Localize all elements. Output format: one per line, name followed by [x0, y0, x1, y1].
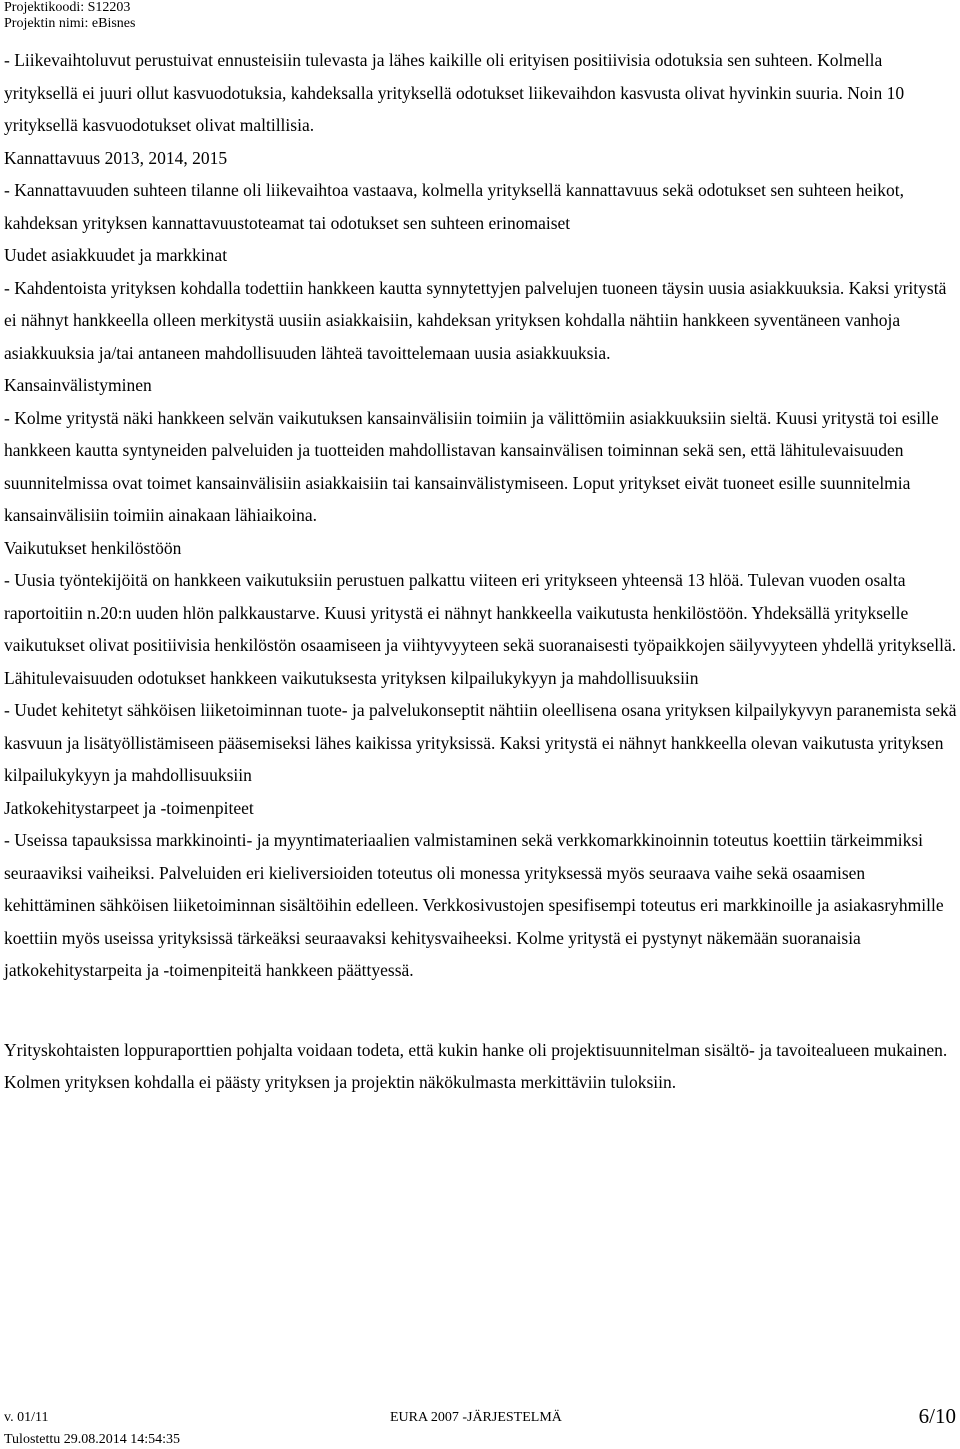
paragraph-revenue-expectations: - Liikevaihtoluvut perustuivat ennusteisiin tulevasta ja lähes kaikille oli erityisen positiivisia odotuksia sen suhteen. Kolmella yrityksellä ei juuri ollut kasvuodotuksia, kahdeksalla yrityksellä odotukset liikevaihdon kasvusta olivat hyvinkin suuria. Noin 10 yrityksellä kasvuodotukset olivat maltillisia. [4, 50, 905, 135]
page-footer [4, 1404, 958, 1449]
paragraph-internationalization: - Kolme yritystä näki hankkeen selvän vaikutuksen kansainvälisiin toimiin ja välittömiin asiakkuuksiin sieltä. Kuusi yritystä toi esille hankkeen kautta syntyneiden palveluiden ja tuotteiden mahdollistavan kansainvälisen toiminnan sekä sen, että lähitulevaisuuden suunnitelmissa ovat toimet kansainvälisiin asiakkaisiin tai kansainvälistymiseen. Loput yritykset eivät tuoneet esille suunnitelmia kansainvälisiin toimiin ainakaan lähiaikoina. [4, 407, 939, 525]
system-name: EURA 2007 -JÄRJESTELMÄ [390, 1410, 562, 1425]
paragraph-personnel-effects: - Uusia työntekijöitä on hankkeen vaikutuksiin perustuen palkattu viiteen eri yritykseen yhteensä 13 hlöä. Tulevan vuoden osalta raportoitiin n.20:n uuden hlön palkkaustarve. Kuusi yritystä ei nähnyt hankkeella vaikutusta henkilöstöön. Yhdeksällä yritykselle vaikutukset olivat positiivisia henkilöstön osaamiseen ja viihtyvyyteen sekä suoranaisesti työpaikkojen säilyvyyteen yhdellä yrityksellä. [4, 570, 957, 655]
page-header [4, 0, 135, 32]
paragraph-competitiveness: - Uudet kehitetyt sähköisen liiketoiminnan tuote- ja palvelukonseptit nähtiin oleellisena osana yrityksen kilpailykyvyn paranemista sekä kasvuun ja lisätyöllistämiseen pääsemiseksi lähes kaikissa yrityksissä. Kaksi yritystä ei nähnyt hankkeella olevan vaikutusta yrityksen kilpailukykyyn ja mahdollisuuksiin [4, 700, 957, 785]
heading-further-development: Jatkokehitystarpeet ja -toimenpiteet [4, 797, 254, 818]
print-timestamp: Tulostettu 29.08.2014 14:54:35 [4, 1432, 181, 1447]
heading-competitiveness: Lähitulevaisuuden odotukset hankkeen vaikutuksesta yrityksen kilpailukykyyn ja mahdollisuuksiin [4, 667, 699, 688]
paragraph-spacer [4, 987, 958, 1034]
paragraph-profitability: - Kannattavuuden suhteen tilanne oli liikevaihtoa vastaava, kolmella yrityksellä kannattavuus sekä odotukset sen suhteen heikot, kahdeksan yrityksen kannattavuustoteamat tai odotukset sen suhteen erinomaiset [4, 180, 905, 233]
heading-personnel-effects: Vaikutukset henkilöstöön [4, 537, 182, 558]
project-name: Projektin nimi: eBisnes [4, 16, 136, 31]
project-code: Projektikoodi: S12203 [4, 0, 131, 15]
heading-internationalization: Kansainvälistyminen [4, 375, 152, 395]
page-number: 6/10 [918, 1404, 956, 1428]
paragraph-new-customers: - Kahdentoista yrityksen kohdalla todettiin hankkeen kautta synnytettyjen palvelujen tuoneen täysin uusia asiakkuuksia. Kaksi yritystä ei nähnyt hankkeella olleen merkitystä uusiin asiakkaisiin, kahdeksan yrityksen kohdalla nähtiin hankkeen syventäneen vanhoja asiakkuuksia ja/tai antaneen mahdollisuuden lähteä tavoittelemaan uusia asiakkuuksia. [4, 277, 947, 363]
paragraph-summary: Yrityskohtaisten loppuraporttien pohjalta voidaan todeta, että kukin hanke oli projektisuunnitelman sisältö- ja tavoitealueen mukainen. Kolmen yrityksen kohdalla ei päästy yrityksen ja projektin näkökulmasta merkittäviin tuloksiin. [4, 1039, 948, 1092]
report-body [4, 44, 958, 1099]
form-version: v. 01/11 [4, 1410, 49, 1425]
heading-profitability: Kannattavuus 2013, 2014, 2015 [4, 147, 228, 168]
heading-new-customers: Uudet asiakkuudet ja markkinat [4, 245, 228, 265]
paragraph-further-development: - Useissa tapauksissa markkinointi- ja myyntimateriaalien valmistaminen sekä verkkomarkkinoinnin toteutus koettiin tärkeimmiksi seuraaviksi vaiheiksi. Palveluiden eri kieliversioiden toteutus oli monessa yrityksessä myös seuraava vaihe sekä osaamisen kehittäminen sähköisen liiketoiminnan sisältöihin edelleen. Verkkosivustojen spesifisempi toteutus eri markkinoille ja asiakasryhmille koettiin myös useissa yrityksissä tärkeäksi seuraavaksi kehitysvaiheeksi. Kolme yritystä ei pystynyt näkemään suoranaisia jatkokehitystarpeita ja -toimenpiteitä hankkeen päättyessä. [4, 830, 944, 980]
